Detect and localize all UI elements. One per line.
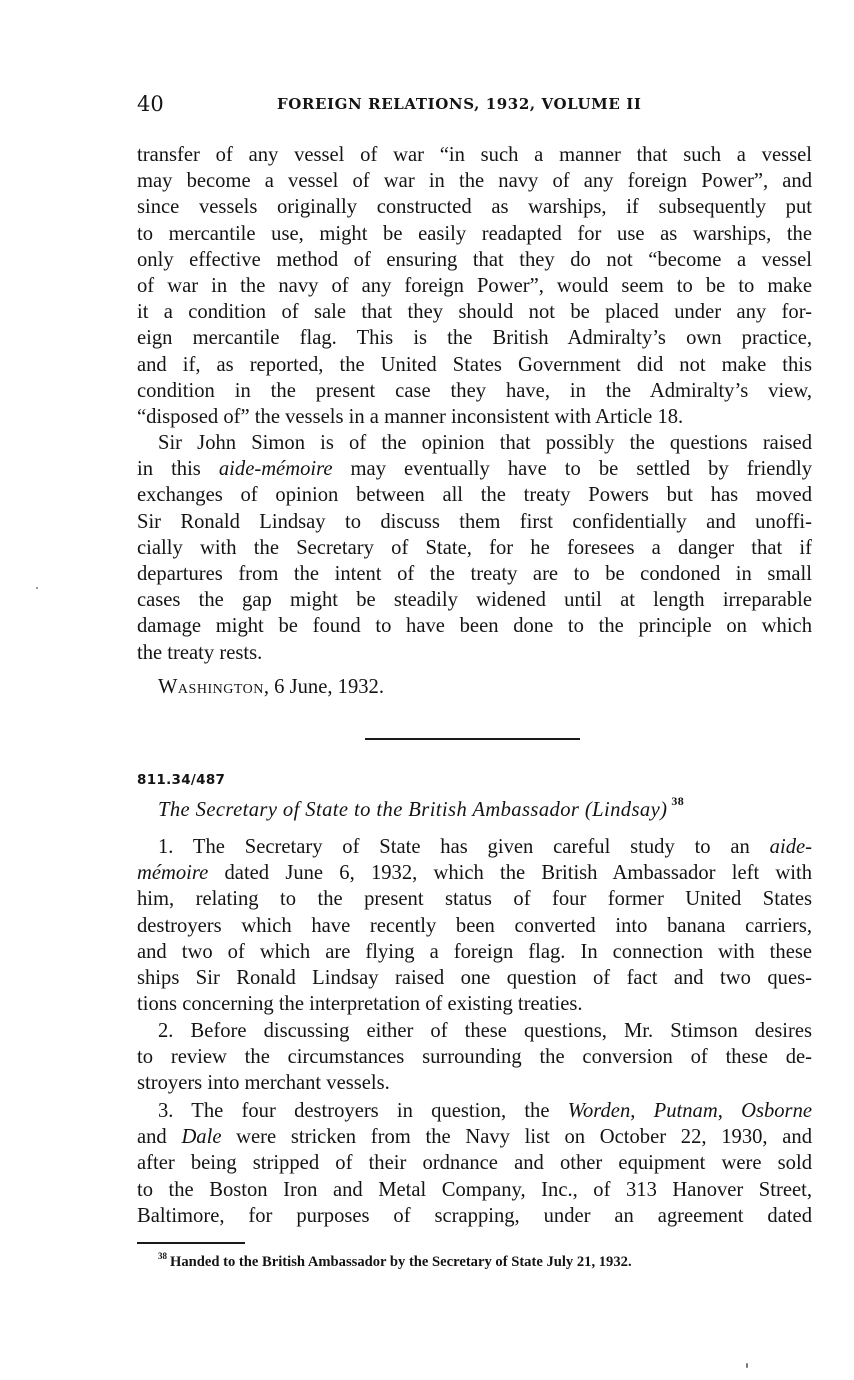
italic-term: aide-mémoire — [218, 458, 333, 481]
text-line: since vessels originally constructed as warships, if subsequently put — [137, 196, 812, 219]
text-line: and two of which are flying a foreign flag. In connection with these — [137, 940, 812, 963]
text-line: Sir Ronald Lindsay to discuss them first confidentially and unoffi- — [137, 510, 812, 533]
footnote-ref: 38 — [671, 794, 685, 808]
text-line: 2. Before discussing either of these questions, Mr. Stimson desires — [158, 1020, 812, 1042]
text-line: cially with the Secretary of State, for he foresees a danger that if — [137, 536, 812, 559]
text-line: destroyers which have recently been converted into banana carriers, — [137, 914, 812, 937]
paragraph-1 — [137, 834, 812, 1017]
text-line: “disposed of” the vessels in a manner inconsistent with Article 18. — [137, 406, 684, 429]
text-line: damage might be found to have been done to the principle on which — [137, 615, 812, 638]
footnote — [158, 1252, 632, 1271]
text-line: to mercantile use, might be easily readapted for use as warships, the — [137, 222, 812, 245]
text-line: him, relating to the present status of four former United States — [137, 888, 812, 911]
signature-date: , 6 June, 1932. — [263, 676, 384, 698]
paragraph-simon — [137, 430, 812, 666]
signature-place: Washington — [158, 676, 264, 698]
document-title: The Secretary of State to the British Ambassador (Lindsay) $^{38}$ — [158, 794, 685, 821]
text-line: tions concerning the interpretation of existing treaties. — [137, 993, 583, 1016]
text-line: only effective method of ensuring that they do not “become a vessel — [137, 248, 812, 271]
text-line: Sir John Simon is of the opinion that possibly the questions raised — [158, 432, 812, 454]
scan-speck — [36, 587, 38, 589]
text-line: 3. The four destroyers in question, the Worden, Putnam, Osborne — [158, 1100, 813, 1122]
text-line: and Dale were stricken from the Navy list on October 22, 1930, and — [137, 1126, 812, 1149]
text-line: departures from the intent of the treaty are to be condoned in small — [137, 563, 812, 586]
footnote-number: 38 — [158, 1251, 167, 1261]
text-line: eign mercantile flag. This is the British Admiralty’s own practice, — [137, 327, 812, 350]
italic-term: aide- — [769, 836, 812, 858]
text-line: the treaty rests. — [137, 641, 263, 664]
text-line: ships Sir Ronald Lindsay raised one question of fact and two ques- — [137, 967, 812, 990]
running-head: FOREIGN RELATIONS, 1932, VOLUME II — [277, 95, 642, 113]
text-line: transfer of any vessel of war “in such a manner that such a vessel — [137, 144, 812, 166]
text-line: of war in the navy of any foreign Power”, would seem to be to make — [137, 275, 812, 298]
page-header — [137, 92, 812, 120]
scan-speck — [746, 1363, 748, 1368]
text-line: to review the circumstances surrounding the conversion of these de- — [137, 1046, 812, 1069]
page-number: 40 — [137, 92, 164, 116]
paragraph-continued — [137, 142, 812, 430]
text-line: may become a vessel of war in the navy of any foreign Power”, and — [137, 170, 812, 193]
italic-term: mémoire — [137, 862, 209, 885]
section-divider — [365, 738, 580, 740]
text-line: in this aide-mémoire may eventually have to be settled by friendly — [137, 458, 812, 481]
footnote-text: Handed to the British Ambassador by the Secretary of State July 21, 1932. — [170, 1253, 632, 1270]
signature-line — [158, 676, 384, 699]
text-line: condition in the present case they have, in the Admiralty’s view, — [137, 379, 812, 402]
paragraph-2 — [137, 1018, 812, 1097]
text-line: 1. The Secretary of State has given careful study to an aide- — [158, 836, 812, 858]
footnote-divider — [137, 1242, 245, 1244]
ship-name: Putnam — [653, 1100, 718, 1122]
paragraph-3 — [137, 1098, 812, 1229]
ship-name: Worden — [567, 1100, 631, 1122]
text-line: exchanges of opinion between all the treaty Powers but has moved — [137, 484, 812, 507]
text-line: cases the gap might be steadily widened until at length irreparable — [137, 589, 812, 612]
text-line: to the Boston Iron and Metal Company, Inc., of 313 Hanover Street, — [137, 1178, 812, 1201]
text-line: Baltimore, for purposes of scrapping, under an agreement dated — [137, 1204, 812, 1227]
text-line: stroyers into merchant vessels. — [137, 1072, 390, 1095]
ship-name: Osborne — [741, 1100, 813, 1122]
file-number: 811.34/487 — [137, 772, 226, 788]
text-line: after being stripped of their ordnance and other equipment were sold — [137, 1152, 812, 1175]
text-line: mémoire dated June 6, 1932, which the British Ambassador left with — [137, 862, 812, 885]
text-line: and if, as reported, the United States Government did not make this — [137, 353, 812, 376]
text-line: it a condition of sale that they should not be placed under any for- — [137, 301, 812, 324]
ship-name: Dale — [181, 1126, 222, 1149]
